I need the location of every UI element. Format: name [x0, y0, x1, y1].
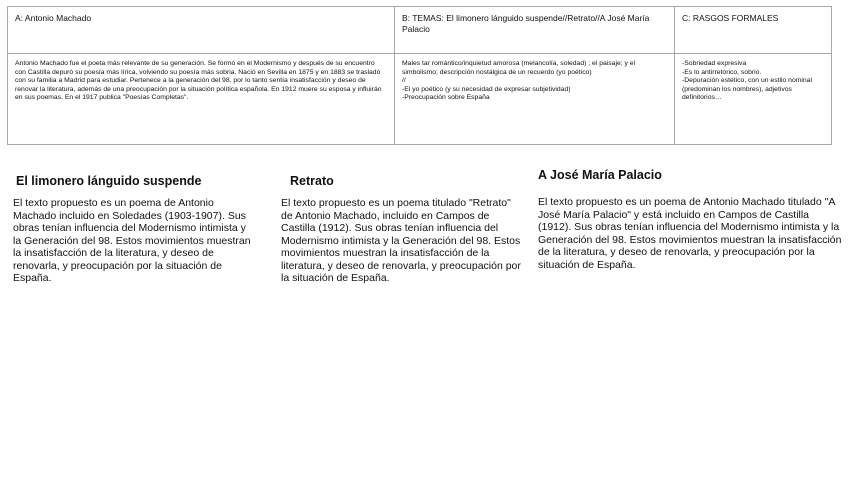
header-cell-a: A: Antonio Machado [8, 7, 395, 54]
table-body-row [8, 54, 832, 145]
themes-line: -El yo poético (y su necesidad de expresar subjetividad) [402, 85, 571, 93]
table-header-row [8, 7, 832, 54]
header-cell-c: C: RASGOS FORMALES [675, 7, 832, 54]
formal-trait-line: -Sobriedad expresiva [682, 60, 747, 67]
poem-title: El limonero lánguido suspende [16, 174, 202, 188]
poem-paragraph: El texto propuesto es un poema titulado "Retrato" de Antonio Machado, incluido en Campos de Castilla (1912). Sus obras tenían influencia del Modernismo intimista y la Generación del 98. Estos movimientos muestran la insatisfacción de la literatura, y deseo de renovarla, y preocupación por la situación de España. [281, 197, 521, 284]
poem-column-limonero [13, 174, 253, 285]
themes-line: -Preocupación sobre España [402, 94, 490, 102]
formal-trait-line: -Depuración estético, con un estilo nominal (predominan los nombres), adjetivos definitorios… [682, 77, 812, 102]
themes-line: // [402, 77, 406, 85]
poem-column-palacio [538, 168, 843, 271]
cell-b-themes [395, 54, 675, 145]
cell-c-formal-traits [675, 54, 832, 145]
poem-title: Retrato [290, 174, 334, 188]
formal-trait-line: -Es lo antirretórico, sobrio. [682, 68, 762, 76]
poem-paragraph: El texto propuesto es un poema de Antonio Machado incluido en Soledades (1903-1907). Sus obras tenían influencia del Modernismo intimista y la Generación del 98. Estos movimientos muestran la insatisfacción de la literatura, y deseo de renovarla, y preocupación por la situación de España. [13, 197, 251, 284]
summary-table [7, 6, 832, 145]
poem-paragraph: El texto propuesto es un poema de Antonio Machado titulado "A José María Palacio" y está incluido en Campos de Castilla (1912). Sus obras tenían influencia del Modernismo intimista y la Generación del 98. Estos movimientos muestran la insatisfacción de la literatura, y deseo de renovarla, y preocupación por la situación de España. [538, 196, 842, 271]
poem-column-retrato [281, 174, 521, 285]
header-cell-b: B: TEMAS: El limonero lánguido suspende//Retrato//A José María Palacio [395, 7, 675, 54]
poem-title: A José María Palacio [538, 168, 662, 182]
cell-a-biography: Antonio Machado fue el poeta más relevante de su generación. Se formó en el Modernismo y después de su encuentro con Castilla depuró su poesía más lírica, volviendo su poesía más sobria. Nació en Sevilla en 1875 y en 1883 se trasladó con su familia a Madrid para estudiar. Pertenece a la generación del 98, por lo tanto sentía insatisfacción y deseo de renovar la literatura, además de una preocupación por la situación política española. En 1912 muere su esposa y influirán en sus poemas. En el 1917 publica "Poesías Completas". [8, 54, 395, 145]
themes-line: Males tar romántico/inquietud amorosa (melancolía, soledad) ; el paisaje; y el simbolismo; descripción nostálgica de un recuerdo (yo poético) [402, 60, 636, 76]
